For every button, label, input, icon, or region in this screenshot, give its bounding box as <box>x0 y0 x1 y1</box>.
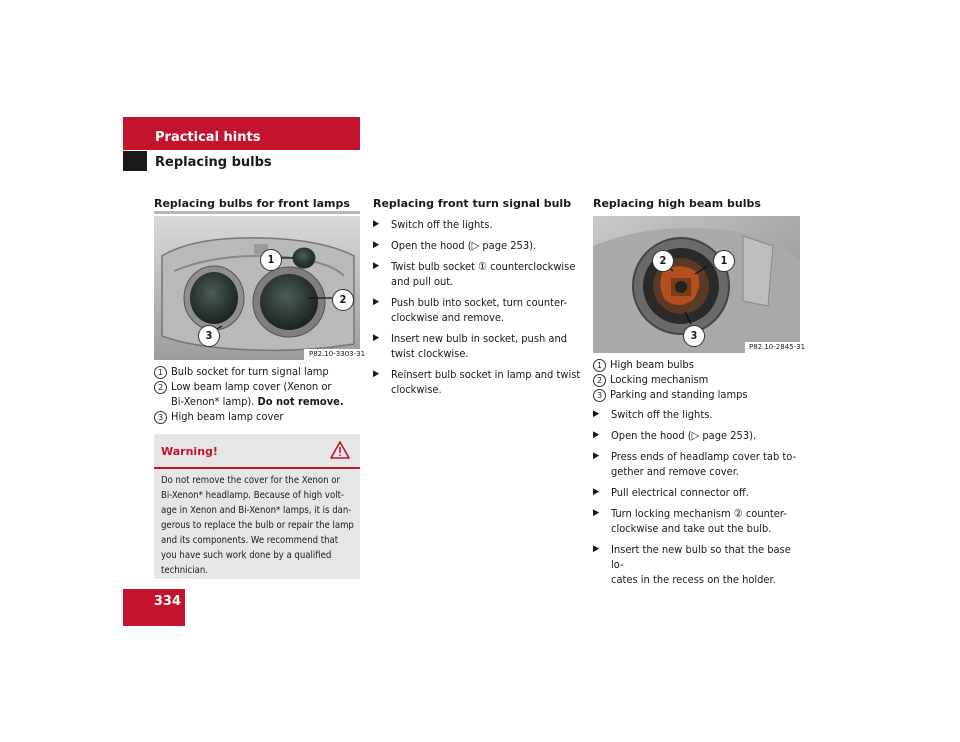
num-badge: 3 <box>154 411 167 424</box>
step-text: Twist bulb socket ① counterclockwise <box>391 260 576 273</box>
step-text: cates in the recess on the holder. <box>611 573 776 586</box>
step-text: Pull electrical connector off. <box>611 486 749 499</box>
legend-item <box>154 379 364 394</box>
num-badge: 3 <box>593 389 606 402</box>
legend-text: Low beam lamp cover (Xenon or <box>171 380 332 393</box>
num-badge: 1 <box>593 359 606 372</box>
arrow-icon: ▶ <box>593 430 600 440</box>
warning-text <box>161 473 356 578</box>
legend-text: Locking mechanism <box>610 373 709 386</box>
legend-item <box>154 409 364 424</box>
step-text: Switch off the lights. <box>391 218 493 231</box>
warning-triangle-icon <box>330 440 350 464</box>
warning-line: gerous to replace the bulb or repair the lamp <box>161 520 354 531</box>
step-item <box>593 449 805 479</box>
callout-3: 3 <box>198 325 220 347</box>
col1-rule <box>154 211 360 214</box>
step-text: Open the hood (▷ page 253). <box>391 239 537 252</box>
warning-line: technician. <box>161 565 208 576</box>
step-item <box>373 331 583 361</box>
step-text: twist clockwise. <box>391 347 469 360</box>
col2-heading: Replacing front turn signal bulb <box>373 197 572 210</box>
col3-heading: Replacing high beam bulbs <box>593 197 761 210</box>
step-item <box>593 542 805 587</box>
step-item <box>373 259 583 289</box>
legend-item <box>593 372 803 387</box>
step-text: Turn locking mechanism ② counter- <box>611 507 787 520</box>
warning-line: age in Xenon and Bi-Xenon* lamps, it is dan- <box>161 505 352 516</box>
legend-text: High beam bulbs <box>610 358 694 371</box>
image-code: P82.10-3303-31 <box>309 350 366 358</box>
section-subtitle: Replacing bulbs <box>155 155 272 170</box>
image-code: P82.10-2845-31 <box>749 343 806 351</box>
step-text: Press ends of headlamp cover tab to- <box>611 450 797 463</box>
step-text: and pull out. <box>391 275 454 288</box>
arrow-icon: ▶ <box>373 369 380 379</box>
col1-legend <box>154 364 364 424</box>
step-text: Switch off the lights. <box>611 408 713 421</box>
arrow-icon: ▶ <box>593 544 600 554</box>
arrow-icon: ▶ <box>593 487 600 497</box>
step-text: Push bulb into socket, turn counter- <box>391 296 568 309</box>
arrow-icon: ▶ <box>593 409 600 419</box>
step-item <box>373 367 583 397</box>
section-title: Practical hints <box>155 130 261 145</box>
col1-heading: Replacing bulbs for front lamps <box>154 197 350 210</box>
num-badge: 2 <box>154 381 167 394</box>
step-text: Open the hood (▷ page 253). <box>611 429 757 442</box>
callout-2: 2 <box>652 250 674 272</box>
legend-item <box>593 357 803 372</box>
step-text: Insert new bulb in socket, push and <box>391 332 568 345</box>
step-item <box>593 428 805 443</box>
arrow-icon: ▶ <box>593 451 600 461</box>
arrow-icon: ▶ <box>593 508 600 518</box>
num-badge: 1 <box>154 366 167 379</box>
warning-line: Bi-Xenon* headlamp. Because of high volt- <box>161 490 345 501</box>
step-item <box>593 506 805 536</box>
warning-divider <box>154 467 360 469</box>
arrow-icon: ▶ <box>373 333 380 343</box>
arrow-icon: ▶ <box>373 297 380 307</box>
legend-text: Bi-Xenon* lamp). <box>171 395 258 408</box>
col2-steps <box>373 217 583 403</box>
col3-steps <box>593 407 805 593</box>
legend-item <box>593 387 803 402</box>
callout-2: 2 <box>332 289 354 311</box>
step-item <box>373 217 583 232</box>
warning-line: you have such work done by a qualified <box>161 550 332 561</box>
step-text: clockwise and take out the bulb. <box>611 522 772 535</box>
headlamp-front-photo <box>154 216 360 360</box>
legend-item <box>154 364 364 379</box>
step-text: clockwise and remove. <box>391 311 505 324</box>
warning-line: and its components. We recommend that <box>161 535 339 546</box>
callout-3: 3 <box>683 325 705 347</box>
arrow-icon: ▶ <box>373 219 380 229</box>
step-item <box>593 485 805 500</box>
legend-text: Parking and standing lamps <box>610 388 748 401</box>
arrow-icon: ▶ <box>373 261 380 271</box>
legend-text: Bulb socket for turn signal lamp <box>171 365 329 378</box>
num-badge: 2 <box>593 374 606 387</box>
legend-item-cont <box>154 394 364 409</box>
callout-1: 1 <box>260 249 282 271</box>
step-text: clockwise. <box>391 383 442 396</box>
step-text: Insert the new bulb so that the base lo- <box>611 543 791 571</box>
step-text: gether and remove cover. <box>611 465 739 478</box>
page-number: 334 <box>153 594 181 609</box>
col3-legend <box>593 357 803 402</box>
warning-line: Do not remove the cover for the Xenon or <box>161 475 340 486</box>
warning-title: Warning! <box>161 445 218 458</box>
step-item <box>593 407 805 422</box>
step-item <box>373 295 583 325</box>
arrow-icon: ▶ <box>373 240 380 250</box>
legend-bold: Do not remove. <box>257 395 344 408</box>
callout-1: 1 <box>713 250 735 272</box>
step-text: Reinsert bulb socket in lamp and twist <box>391 368 581 381</box>
legend-text: High beam lamp cover <box>171 410 284 423</box>
step-item <box>373 238 583 253</box>
header-tab-marker <box>123 151 147 171</box>
